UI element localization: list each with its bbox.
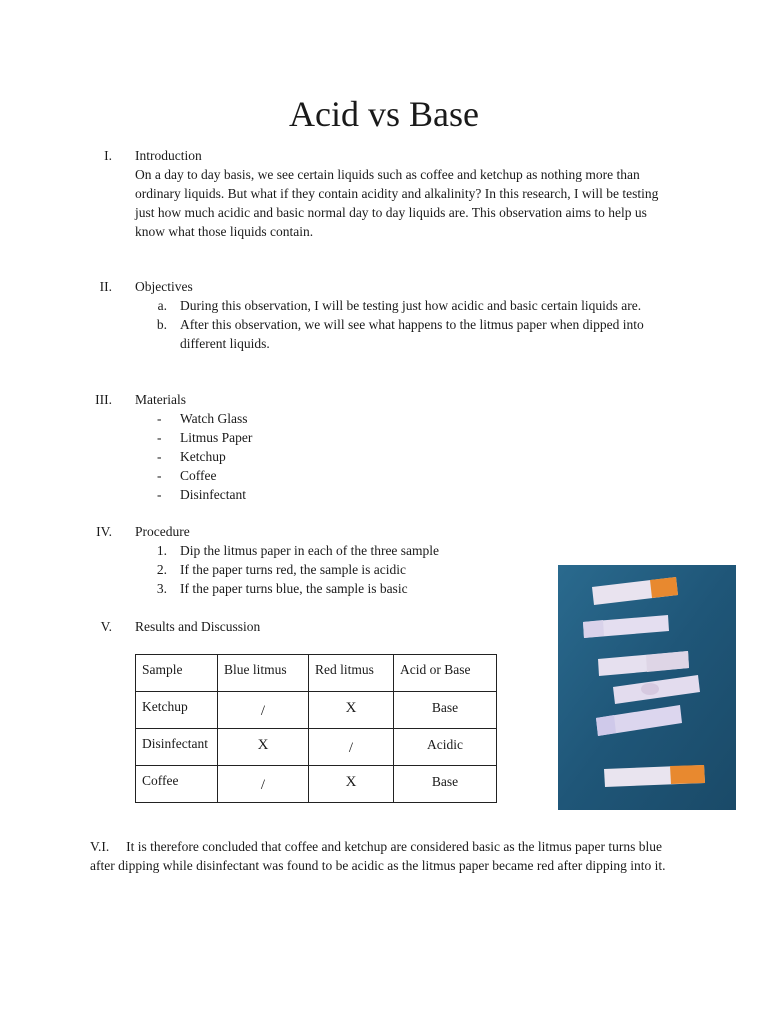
list-marker: a.	[157, 298, 167, 313]
table-cell-blue-litmus: /	[260, 703, 266, 719]
list-item-text: After this observation, we will see what happens to the litmus paper when dipped into different liquids.	[180, 317, 644, 351]
objectives-list	[135, 296, 680, 353]
section-heading: Procedure	[135, 524, 190, 539]
section-conclusion	[90, 837, 690, 875]
section-number: I.	[104, 148, 112, 163]
list-item: - Ketchup	[157, 449, 226, 464]
litmus-strips-photo	[558, 565, 736, 810]
list-marker: 3.	[156, 581, 167, 596]
table-cell-red-litmus: /	[348, 740, 354, 756]
section-number: V.	[100, 619, 112, 634]
list-item: - Coffee	[157, 468, 217, 483]
litmus-strips-image	[558, 565, 736, 810]
table-cell-result: Base	[431, 700, 459, 715]
table-row	[136, 766, 497, 803]
list-item-text: Disinfectant	[180, 487, 246, 502]
list-item-text: If the paper turns blue, the sample is basic	[180, 581, 408, 596]
section-heading: Objectives	[135, 279, 193, 294]
table-cell-blue-litmus: /	[260, 777, 266, 793]
table-row	[136, 729, 497, 766]
list-item: - Disinfectant	[157, 487, 246, 502]
table-cell-result: Acidic	[427, 737, 463, 752]
list-item-text: Ketchup	[180, 449, 226, 464]
table-cell-sample: Disinfectant	[142, 736, 208, 751]
list-marker: 2.	[156, 562, 167, 577]
conclusion-paragraph: It is therefore concluded that coffee and ketchup are considered basic as the litmus paper turns blue after dipping while disinfectant was found to be acidic as the litmus paper became red after dipping into it.	[90, 839, 666, 873]
table-cell-red-litmus: X	[345, 700, 357, 716]
list-marker: b.	[156, 317, 167, 332]
list-item	[135, 315, 680, 353]
section-heading: Materials	[135, 392, 186, 407]
document-title: Acid vs Base	[289, 94, 479, 134]
section-heading: Results and Discussion	[135, 619, 261, 634]
table-header-cell: Blue litmus	[224, 662, 287, 677]
list-item-text: Litmus Paper	[180, 430, 253, 445]
section-heading: Introduction	[135, 148, 202, 163]
section-number: IV.	[96, 524, 112, 539]
list-item-text: If the paper turns red, the sample is acidic	[180, 562, 407, 577]
list-item-text: During this observation, I will be testing just how acidic and basic certain liquids are.	[180, 298, 642, 313]
list-item	[135, 296, 680, 315]
table-header-cell: Sample	[142, 662, 183, 677]
table-cell-result: Base	[431, 774, 459, 789]
table-row	[136, 692, 497, 729]
table-header-cell: Red litmus	[315, 662, 374, 677]
list-marker: 1.	[156, 543, 167, 558]
list-item	[135, 541, 680, 560]
section-number: V.I.	[90, 839, 110, 854]
section-number: III.	[95, 392, 112, 407]
list-item-text: Dip the litmus paper in each of the three sample	[180, 543, 440, 558]
introduction-paragraph: On a day to day basis, we see certain liquids such as coffee and ketchup as nothing more than ordinary liquids. But what if they contain acidity and alkalinity? In this research, I will be testing just how much acidic and basic normal day to day liquids are. This observation aims to help us know what those liquids contain.	[135, 167, 659, 239]
table-cell-sample: Ketchup	[142, 699, 188, 714]
list-item: - Litmus Paper	[157, 430, 253, 445]
table-cell-sample: Coffee	[142, 773, 179, 788]
table-header-cell: Acid or Base	[400, 662, 471, 677]
section-number: II.	[99, 279, 112, 294]
list-item-text: Watch Glass	[180, 411, 248, 426]
table-header-row	[136, 655, 497, 692]
results-table	[135, 654, 497, 803]
list-item: - Watch Glass	[157, 411, 248, 426]
materials-list	[135, 409, 680, 504]
list-item-text: Coffee	[180, 468, 217, 483]
table-cell-red-litmus: X	[345, 774, 357, 790]
table-cell-blue-litmus: X	[257, 737, 269, 753]
